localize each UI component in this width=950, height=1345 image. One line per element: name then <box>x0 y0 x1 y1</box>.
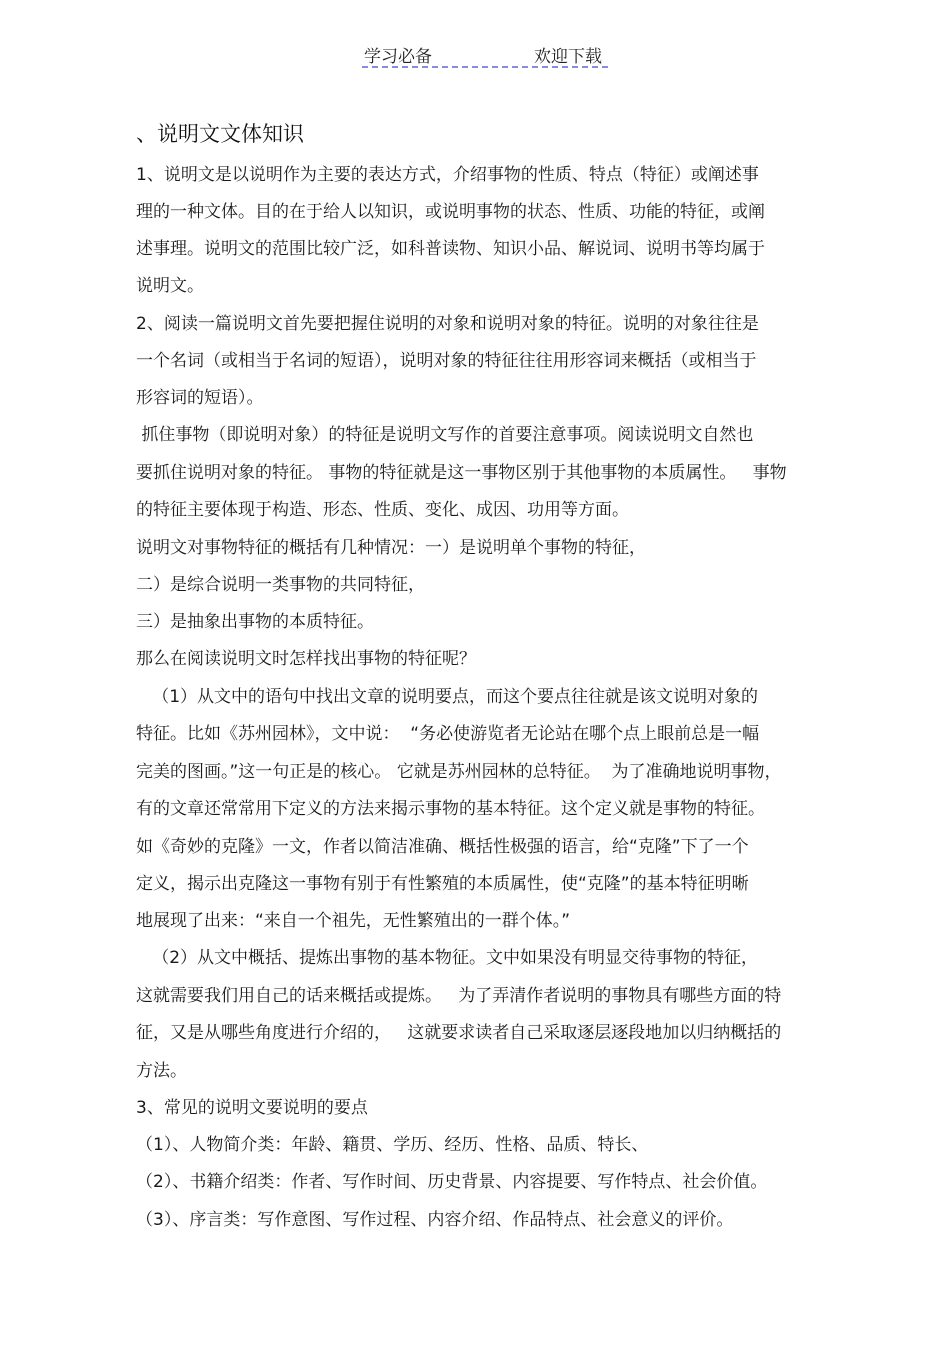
text-line: 的特征主要体现于构造、形态、性质、变化、成因、功用等方面。 <box>136 500 629 520</box>
text-line: 这就需要我们用自己的话来概括或提炼。 为了弄清作者说明的事物具有哪些方面的特 <box>136 986 782 1006</box>
text-line: 3、常见的说明文要说明的要点 <box>136 1098 368 1118</box>
text-line: 方法。 <box>136 1061 187 1081</box>
text-line: 完美的图画。”这一句正是的核心。 它就是苏州园林的总特征。 为了准确地说明事物， <box>136 762 782 782</box>
page-header <box>362 40 608 68</box>
text-line: 三）是抽象出事物的本质特征。 <box>136 612 374 632</box>
section-title: 、说明文文体知识 <box>136 122 304 146</box>
text-line: （1）从文中的语句中找出文章的说明要点，而这个要点往往就是该文说明对象的 <box>136 687 759 707</box>
text-line: 有的文章还常常用下定义的方法来揭示事物的基本特征。这个定义就是事物的特征。 <box>136 799 765 819</box>
text-line: 2、阅读一篇说明文首先要把握住说明的对象和说明对象的特征。说明的对象往往是 <box>136 314 759 334</box>
text-line: （3）、序言类：写作意图、写作过程、内容介绍、作品特点、社会意义的评价。 <box>136 1210 734 1230</box>
text-line: （1）、人物简介类：年龄、籍贯、学历、经历、性格、品质、特长、 <box>136 1135 649 1155</box>
text-line: 二）是综合说明一类事物的共同特征， <box>136 575 425 595</box>
text-line: 形容词的短语）。 <box>136 388 264 408</box>
text-line: 那么在阅读说明文时怎样找出事物的特征呢？ <box>136 649 476 669</box>
text-line: 述事理。说明文的范围比较广泛，如科普读物、知识小品、解说词、说明书等均属于 <box>136 239 765 259</box>
text-line: 定义，揭示出克隆这一事物有别于有性繁殖的本质属性，使“克隆”的基本特征明晰 <box>136 874 749 894</box>
text-line: 说明文对事物特征的概括有几种情况：一）是说明单个事物的特征， <box>136 538 646 558</box>
text-line: 要抓住说明对象的特征。 事物的特征就是这一事物区别于其他事物的本质属性。 事物 <box>136 463 787 483</box>
text-line: 抓住事物（即说明对象）的特征是说明文写作的首要注意事项。阅读说明文自然也 <box>136 425 754 445</box>
text-line: 1、说明文是以说明作为主要的表达方式，介绍事物的性质、特点（特征）或阐述事 <box>136 165 759 185</box>
header-left-text: 学习必备 <box>364 47 432 67</box>
text-line: 说明文。 <box>136 276 204 296</box>
text-line: 如《奇妙的克隆》一文，作者以简洁准确、概括性极强的语言，给“克隆”下了一个 <box>136 837 749 857</box>
text-line: 地展现了出来：“来自一个祖先，无性繁殖出的一群个体。” <box>136 911 571 931</box>
text-line: （2）从文中概括、提炼出事物的基本物征。文中如果没有明显交待事物的特征， <box>136 948 759 968</box>
text-line: 特征。比如《苏州园林》，文中说： “务必使游览者无论站在哪个点上眼前总是一幅 <box>136 724 760 744</box>
text-line: 一个名词（或相当于名词的短语），说明对象的特征往往用形容词来概括（或相当于 <box>136 351 757 371</box>
header-right-text: 欢迎下载 <box>534 47 602 67</box>
text-line: 征，又是从哪些角度进行介绍的， 这就要求读者自己采取逐层逐段地加以归纳概括的 <box>136 1023 782 1043</box>
text-line: （2）、书籍介绍类：作者、写作时间、历史背景、内容提要、写作特点、社会价值。 <box>136 1172 768 1192</box>
text-line: 理的一种文体。目的在于给人以知识，或说明事物的状态、性质、功能的特征，或阐 <box>136 202 765 222</box>
